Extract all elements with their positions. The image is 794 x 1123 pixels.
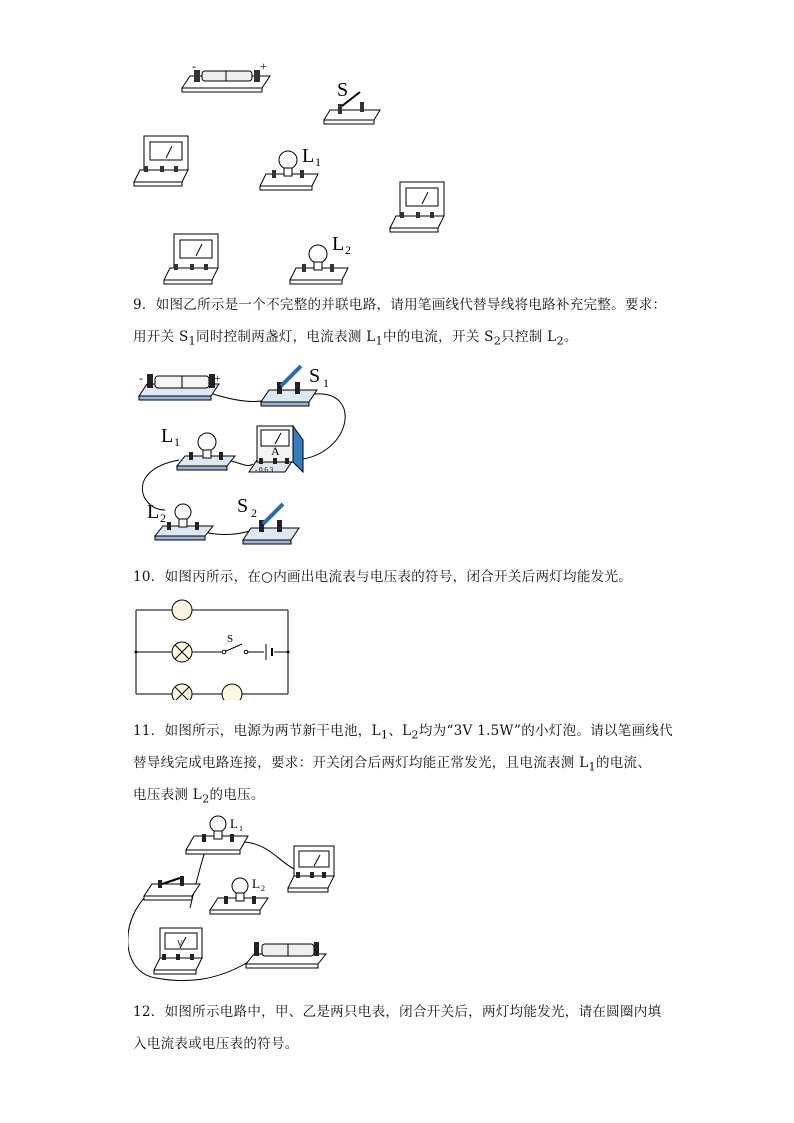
q10-lamp-middle: [172, 642, 192, 662]
svg-text:L: L: [230, 816, 238, 831]
svg-text:2: 2: [251, 506, 257, 520]
q9-ammeter: [249, 426, 303, 474]
q9-line-1: 9．如图乙所示是一个不完整的并联电路，请用笔画线代替导线将电路补充完整。要求：: [133, 297, 667, 313]
switch-s-label: S: [337, 79, 349, 101]
q11-battery: [246, 942, 326, 968]
svg-text:1: 1: [323, 376, 329, 390]
svg-text:2: 2: [261, 884, 265, 893]
svg-text:L: L: [147, 501, 160, 523]
top-apparatus-figure: [130, 58, 460, 288]
svg-text:1: 1: [315, 155, 321, 169]
q11-line-2: 替导线完成电路连接，要求：开关闭合后两灯均能正常发光，且电流表测 $L_1$的电流、: [133, 755, 652, 774]
svg-text:1: 1: [239, 824, 243, 833]
q9-line-2: 用开关 $S_1$同时控制两盏灯，电流表测 $L_1$中的电流，开关 $S_2$只控制 $L_2$。: [133, 329, 578, 348]
svg-text:2: 2: [345, 243, 351, 257]
q9-battery: [139, 371, 221, 400]
switch-s: [324, 79, 380, 124]
q9-lamp-l2: [147, 501, 213, 540]
svg-text:S: S: [227, 633, 234, 645]
q11-line-3: 电压表测 $L_2$的电压。: [133, 787, 265, 806]
svg-text:2: 2: [160, 511, 166, 525]
svg-text:+: +: [260, 59, 267, 73]
q10-circuit-diagram: [130, 596, 295, 700]
svg-text:L: L: [252, 876, 260, 891]
svg-text:1: 1: [174, 435, 180, 449]
q12-line-2: 入电流表或电压表的符号。: [133, 1036, 299, 1052]
meter-1: [134, 136, 188, 186]
svg-text:- 0.6 3: - 0.6 3: [255, 466, 274, 474]
q9-ammeter-symbol: A: [271, 444, 280, 458]
q11-lamp-l1: [186, 816, 248, 854]
svg-text:+: +: [214, 371, 221, 385]
svg-text:-: -: [192, 59, 196, 73]
q10-lamp-bottom: [172, 684, 192, 700]
q11-voltmeter: [154, 928, 202, 974]
svg-text:S: S: [237, 495, 249, 517]
svg-text:L: L: [302, 145, 315, 167]
q9-switch-s1: [261, 365, 329, 406]
q11-switch: [144, 876, 200, 900]
q9-circuit-figure: [135, 360, 360, 550]
svg-text:-: -: [139, 371, 143, 385]
battery-holder: [182, 59, 270, 92]
svg-text:S: S: [309, 365, 321, 387]
meter-2: [390, 182, 444, 232]
q10-line-1: 10．如图丙所示，在○内画出电流表与电压表的符号，闭合开关后两灯均能发光。: [133, 569, 633, 585]
q11-apparatus-figure: [128, 812, 343, 992]
q9-lamp-l1: [161, 425, 235, 470]
q11-line-1: 11．如图所示，电源为两节新干电池，$L_1$、$L_2$均为“3V 1.5W”的小灯泡。请以笔画线代: [133, 723, 673, 742]
svg-text:L: L: [161, 425, 174, 447]
lamp-l2: [290, 233, 351, 284]
q11-lamp-l2: [210, 876, 268, 914]
meter-3: [164, 234, 218, 284]
q9-switch-s2: [237, 495, 299, 544]
svg-text:L: L: [332, 233, 345, 255]
q12-line-1: 12．如图所示电路中，甲、乙是两只电表，闭合开关后，两灯均能发光，请在圆圈内填: [133, 1004, 662, 1020]
q10-meter-circle-top: [172, 600, 192, 620]
lamp-l1: [260, 145, 321, 190]
svg-text:V: V: [177, 939, 183, 948]
q11-ammeter: [288, 846, 334, 892]
q10-meter-circle-bottom: [222, 684, 242, 700]
